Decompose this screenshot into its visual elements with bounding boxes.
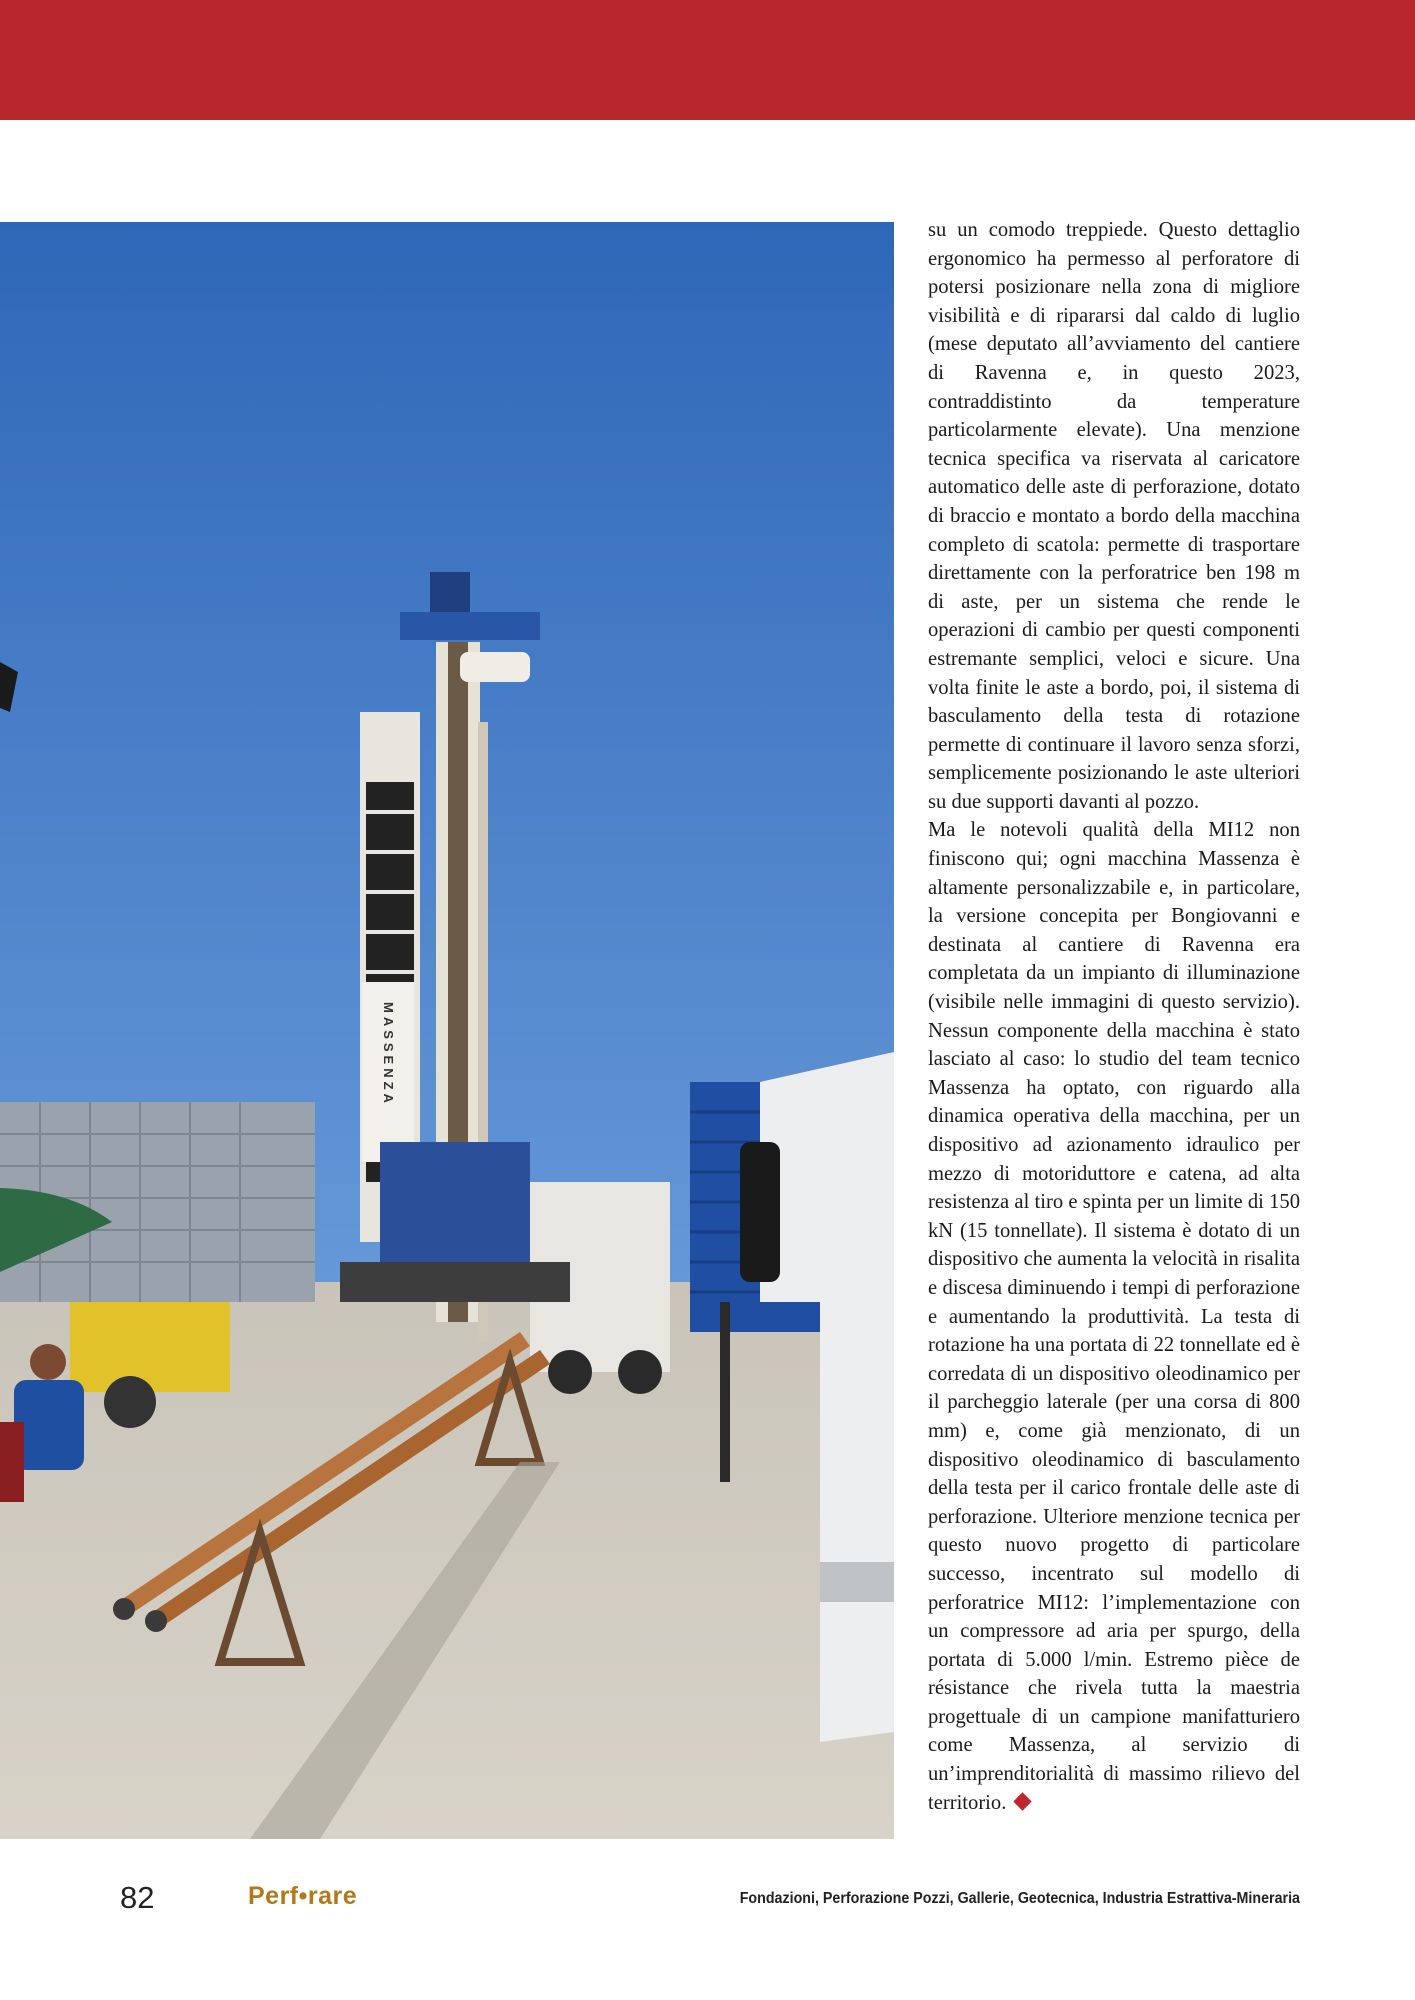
article-paragraph-2 (928, 816, 1300, 1817)
drilling-rig-photo (0, 222, 894, 1839)
footer-tagline: Fondazioni, Perforazione Pozzi, Gallerie, Geotecnica, Industria Estrattiva-Mineraria (739, 1890, 1300, 1907)
drilling-rig-illustration (0, 222, 894, 1839)
article-column (928, 216, 1300, 1841)
end-diamond-icon (1014, 1792, 1032, 1810)
article-paragraph-2-text: Ma le notevoli qualità della MI12 non finiscono qui; ogni macchina Massenza è altamente personalizzabile e, in particolare, la versione concepita per Bongiovanni e destinata al cantiere di Ravenna era completata da un impianto di illuminazione (visibile nelle immagini di questo servizio). Nessun componente della macchina è stato lasciato al caso: lo studio del team tecnico Massenza ha optato, con riguardo alla dinamica operativa della macchina, per un dispositivo ad azionamento idraulico per mezzo di motoriduttore e catena, ad alta resistenza al tiro e spinta per un limite di 150 kN (15 tonnellate). Il sistema è dotato di un dispositivo che aumenta la velocità in risalita e discesa diminuendo i tempi di perforazione e aumentando la produttività. La testa di rotazione ha una portata di 22 tonnellate ed è corredata di un dispositivo oleodinamico per il parcheggio laterale (per una corsa di 800 mm) e, come già menzionato, di un dispositivo oleodinamico di basculamento della testa per il carico frontale delle aste di perforazione. Ulteriore menzione tecnica per questo nuovo progetto di particolare successo, incentrato sul modello di perforatrice MI12: l’implementazione con un compressore ad aria per spurgo, della portata di 5.000 l/min. Estremo pièce de résistance che rivela tutta la maestria progettuale di un campione manifatturiero come Massenza, al servizio di un’imprenditorialità di massimo rilievo del territorio. (928, 819, 1300, 1814)
article-paragraph-1: su un comodo treppiede. Questo dettaglio ergonomico ha permesso al perforatore di potersi posizionare nella zona di migliore visibilità e di ripararsi dal caldo di luglio (mese deputato all’avviamento del cantiere di Ravenna e, in questo 2023, contraddistinto da temperature particolarmente elevate). Una menzione tecnica specifica va riservata al caricatore automatico delle aste di perforazione, dotato di braccio e montato a bordo della macchina completo di scatola: permette di trasportare direttamente con la perforatrice ben 198 m di aste, per un sistema che rende le operazioni di cambio per questi componenti estremante semplici, veloci e sicure. Una volta finite le aste a bordo, poi, il sistema di basculamento della testa di rotazione permette di continuare il lavoro senza sforzi, semplicemente posizionando le aste ulteriori su due supporti davanti al pozzo. (928, 219, 1300, 813)
mast-label: MASSENZA (381, 1002, 396, 1107)
magazine-logo: Perf•rare (248, 1882, 358, 1910)
top-color-band (0, 0, 1415, 120)
page-number: 82 (120, 1880, 155, 1915)
